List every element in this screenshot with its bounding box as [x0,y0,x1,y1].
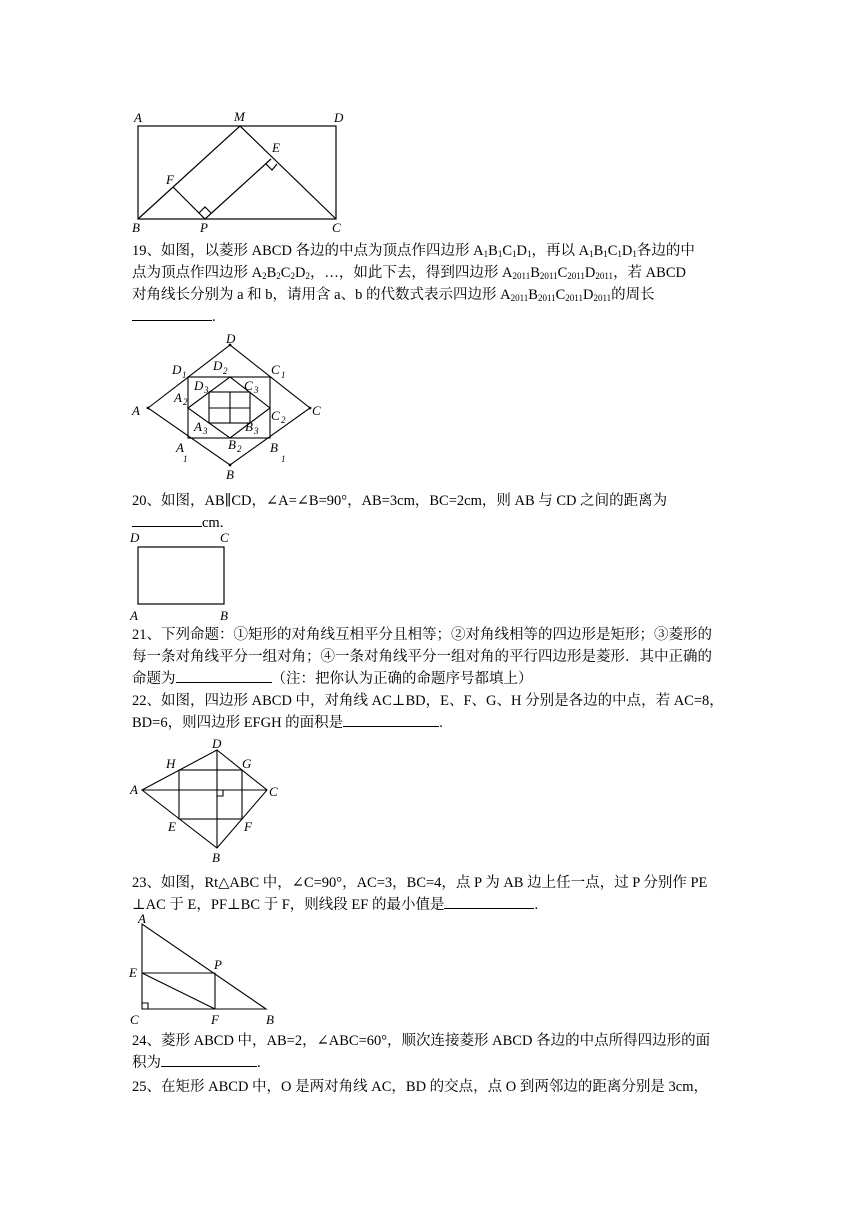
answer-blank-19[interactable] [132,306,212,321]
svg-text:B: B [212,850,220,865]
right-angle-p [199,207,211,213]
svg-text:C: C [220,530,229,545]
question-20: 20、如图，AB∥CD，∠A=∠B=90°，AB=3cm，BC=2cm，则 AB 与 CD 之间的距离为 cm. [132,493,668,531]
svg-text:C: C [244,378,253,393]
svg-text:A: A [176,440,184,455]
svg-text:2: 2 [281,415,286,425]
question-22: 22、如图，四边形 ABCD 中，对角线 AC⊥BD，E、F、G、H 分别是各边的中点，若 AC=8， BD=6，则四边形 EFGH 的面积是 . [132,693,724,731]
svg-text:B: B [228,437,236,452]
svg-text:E: E [272,140,280,155]
svg-text:C: C [271,408,280,423]
svg-text:2: 2 [223,366,228,376]
svg-text:A: A [132,403,140,418]
line-ef [142,973,215,1009]
svg-text:D: D [334,110,344,125]
svg-text:2: 2 [183,397,188,407]
svg-text:E: E [129,965,137,980]
svg-text:F: F [211,1012,219,1027]
rectangle-efgh [179,770,242,819]
svg-text:B: B [266,1012,274,1027]
svg-text:A: A [134,110,142,125]
svg-text:A: A [194,419,202,434]
svg-text:D: D [130,530,140,545]
svg-text:B: B [220,608,228,623]
svg-text:D: D [212,736,222,751]
svg-text:D: D [172,362,182,377]
svg-text:F: F [166,172,174,187]
svg-text:2: 2 [237,444,242,454]
answer-blank-22[interactable] [343,712,439,727]
answer-blank-20[interactable] [132,512,202,527]
svg-text:F: F [244,819,252,834]
svg-text:3: 3 [254,426,259,436]
svg-text:D: D [226,331,236,346]
figure-q22 [128,736,288,866]
svg-text:A: A [174,390,182,405]
svg-text:A: A [138,911,146,926]
svg-text:1: 1 [281,370,286,380]
svg-text:1: 1 [182,370,187,380]
figure-q20 [128,528,238,624]
svg-text:3: 3 [254,385,259,395]
svg-text:E: E [168,819,176,834]
triangle-abc [142,924,266,1009]
question-25: 25、在矩形 ABCD 中，O 是两对角线 AC，BD 的交点，点 O 到两邻边的距离分别是 3cm， [132,1079,708,1095]
svg-text:H: H [166,756,176,771]
svg-text:P: P [200,220,208,235]
svg-text:B: B [132,220,140,235]
svg-text:B: B [270,440,278,455]
svg-text:C: C [332,220,341,235]
svg-text:M: M [234,109,245,124]
figure-q19 [128,330,328,482]
answer-blank-23[interactable] [444,894,534,909]
svg-text:D: D [194,378,204,393]
svg-text:C: C [312,403,321,418]
svg-text:1: 1 [281,454,286,464]
svg-text:P: P [214,957,222,972]
question-23: 23、如图，Rt△ABC 中，∠C=90°，AC=3，BC=4，点 P 为 AB 边上任一点，过 P 分别作 PE ⊥AC 于 E，PF⊥BC 于 F，则线段 EF 的最小值是 . [132,875,708,913]
question-21: 21、下列命题：①矩形的对角线互相平分且相等；②对角线相等的四边形是矩形；③菱形的 每一条对角线平分一组对角；④一条对角线平分一组对角的平行四边形是菱形．其中正确的 命题为 （注：把你认为正确的命题序号都填上） [132,627,712,687]
svg-text:C: C [269,784,278,799]
svg-text:A: A [130,608,138,623]
svg-text:A: A [130,782,138,797]
answer-blank-24[interactable] [161,1052,257,1067]
svg-text:3: 3 [203,426,208,436]
question-19: 19、如图，以菱形 ABCD 各边的中点为顶点作四边形 $A_1B_1C_1D_1$，再以 $A_1B_1C_1D_1$各边的中 点为顶点作四边形 $A_2B_2C_2D_2$，…，如此下去，得到四边形 $A_{2011}B_{2011}C_{2011}D_{2011}$，若 ABCD 对角线长分别为 a 和 b，请用含 a、b 的代数式表示四边形 $A_{2011}B_{2011}C_{2011}D_{2011}$的周长 . [132,243,695,325]
right-angle-e [266,164,277,170]
svg-text:B: B [245,419,253,434]
svg-text:1: 1 [183,454,188,464]
figure-q23 [128,911,288,1027]
rectangle-abcd [138,547,224,604]
line-fpe [173,159,271,219]
svg-text:G: G [242,756,252,771]
svg-text:C: C [271,362,280,377]
svg-text:3: 3 [204,385,209,395]
svg-text:B: B [226,467,234,482]
svg-text:C: C [130,1012,139,1027]
question-24: 24、菱形 ABCD 中，AB=2，∠ABC=60°，顺次连接菱形 ABCD 各边的中点所得四边形的面 积为 . [132,1033,711,1071]
figure-q18 [128,106,358,236]
answer-blank-21[interactable] [176,668,272,683]
svg-text:D: D [213,358,223,373]
